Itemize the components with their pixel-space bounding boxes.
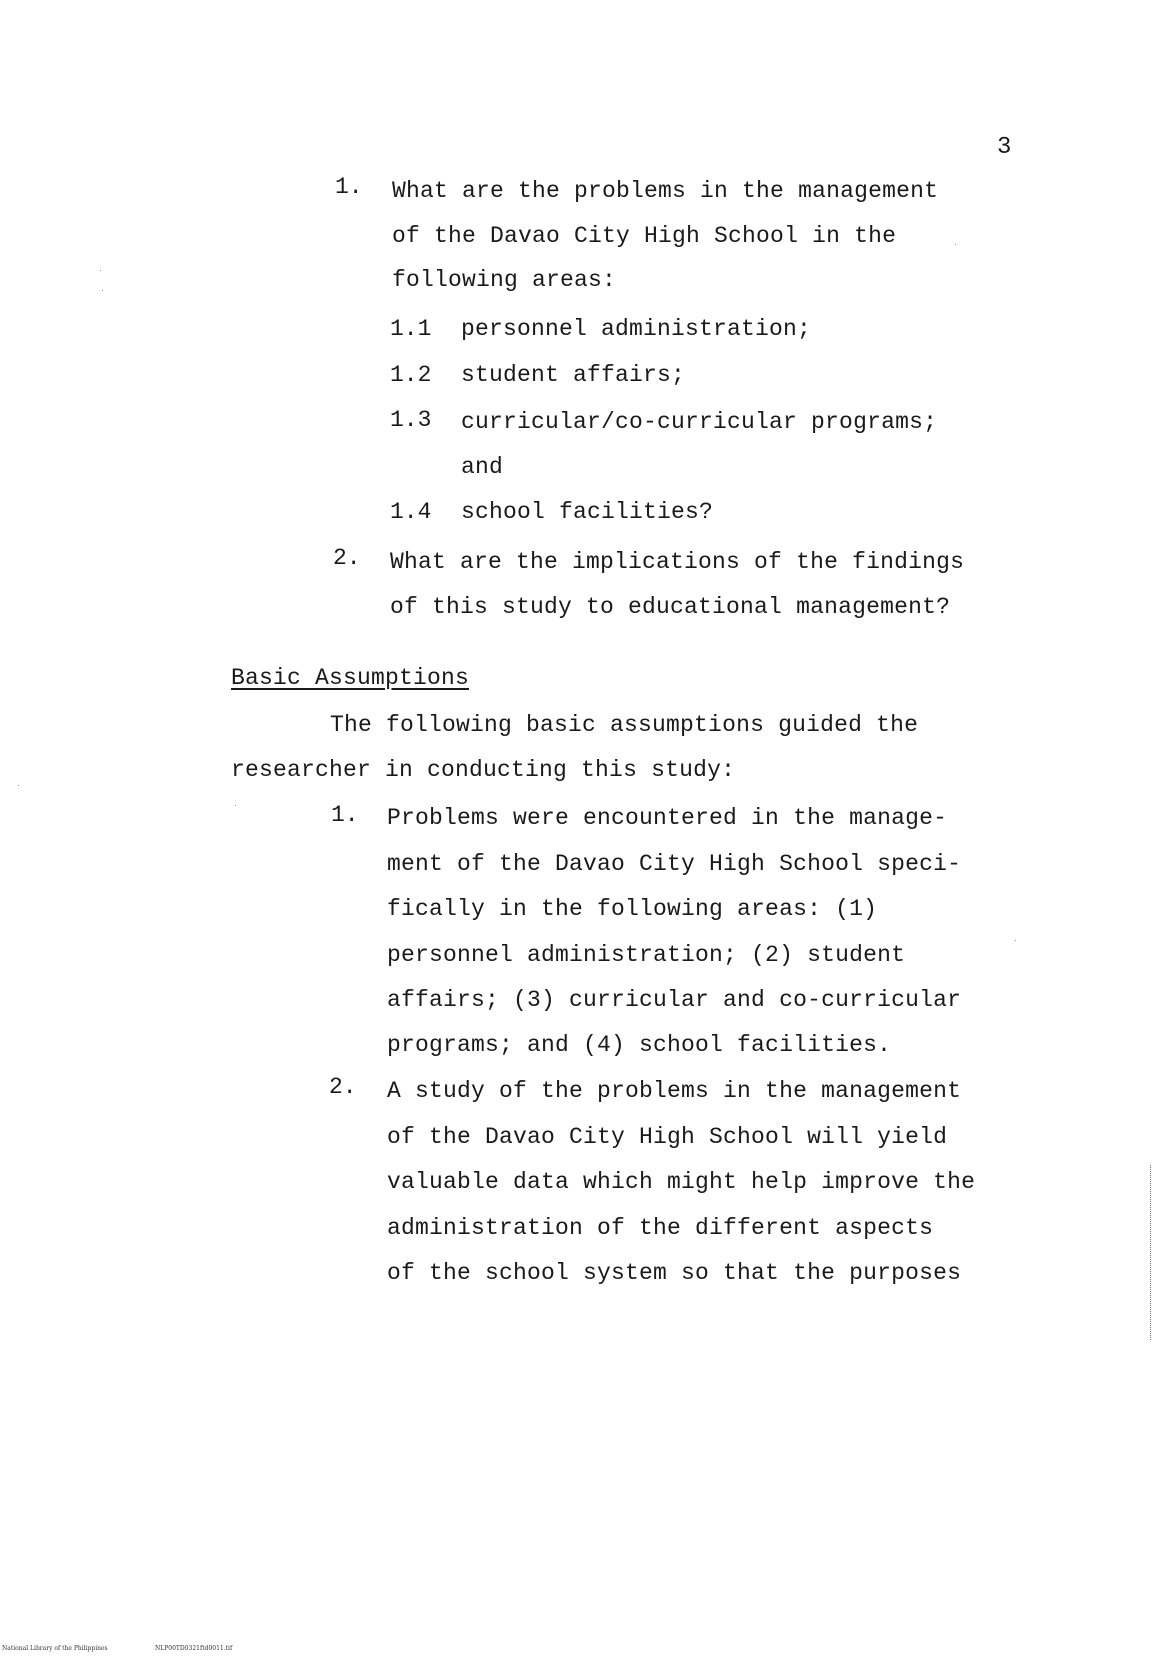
assumption-2-line-3: valuable data which might help improve the [387,1169,976,1195]
question-1-number: 1. [335,174,363,200]
scan-speck [235,805,236,806]
section-heading: Basic Assumptions [231,665,470,691]
question-2-number: 2. [333,545,361,571]
sub-item-1-1-text: personnel administration; [461,316,812,342]
sub-item-1-4-text: school facilities? [461,499,714,525]
scan-edge-artifact [1150,1165,1152,1340]
footer-file: NLP00TD0321ftd0011.tif [155,1645,233,1652]
scan-speck [100,270,101,271]
question-2-line-2: of this study to educational management? [390,594,951,620]
assumption-1-line-4: personnel administration; (2) student [387,942,906,968]
question-2-line-1: What are the implications of the findings [390,549,965,575]
sub-item-1-4-number: 1.4 [390,499,432,525]
question-1-line-3: following areas: [392,267,617,293]
scan-speck [955,244,956,245]
sub-item-1-3-number: 1.3 [390,407,432,433]
scan-speck [1015,940,1016,941]
assumption-1-line-2: ment of the Davao City High School speci- [387,851,962,877]
assumption-2-line-5: of the school system so that the purposes [387,1260,962,1286]
page-number: 3 [997,134,1012,161]
sub-item-1-3-text: curricular/co-curricular programs; [461,409,938,435]
footer-library: National Library of the Philippines [2,1645,108,1652]
assumption-2-line-1: A study of the problems in the management [387,1078,962,1104]
scan-speck [102,290,103,291]
assumption-2-number: 2. [329,1074,357,1100]
assumption-2-line-2: of the Davao City High School will yield [387,1124,948,1150]
sub-item-1-2-text: student affairs; [461,362,686,388]
intro-line-1: The following basic assumptions guided the [330,712,919,738]
assumption-1-line-3: fically in the following areas: (1) [387,896,878,922]
sub-item-1-2-number: 1.2 [390,362,432,388]
intro-line-2: researcher in conducting this study: [231,757,736,783]
scan-speck [18,785,19,786]
assumption-1-line-5: affairs; (3) curricular and co-curricular [387,987,962,1013]
sub-item-1-3-text-cont: and [461,454,504,480]
assumption-1-line-1: Problems were encountered in the manage- [387,805,948,831]
assumption-2-line-4: administration of the different aspects [387,1215,934,1241]
question-1-line-1: What are the problems in the management [392,178,939,204]
assumption-1-line-6: programs; and (4) school facilities. [387,1032,892,1058]
sub-item-1-1-number: 1.1 [390,316,432,342]
assumption-1-number: 1. [331,802,359,828]
question-1-line-2: of the Davao City High School in the [392,223,897,249]
